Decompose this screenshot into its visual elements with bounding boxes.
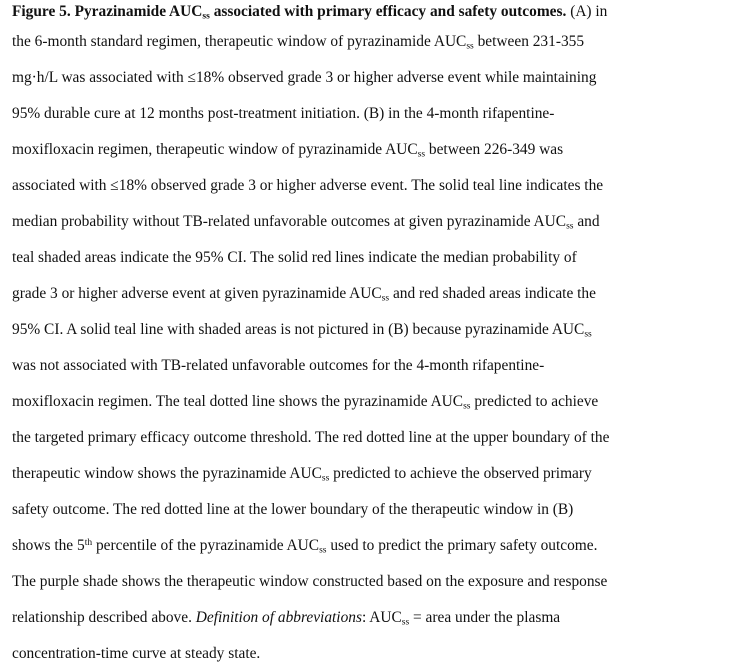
caption-line — [12, 456, 724, 492]
caption-text: 95% durable cure at 12 months post-treatment initiation. (B) in the 4-month rifapentine- — [12, 105, 555, 122]
caption-line — [12, 564, 724, 600]
caption-text: was not associated with TB-related unfavorable outcomes for the 4-month rifapentine- — [12, 357, 545, 374]
caption-line — [12, 312, 724, 348]
caption-line — [12, 528, 724, 564]
figure-title — [75, 3, 567, 20]
caption-line — [12, 348, 724, 384]
caption-text: between 226-349 was — [428, 141, 564, 158]
caption-line — [12, 276, 724, 312]
caption-line — [12, 132, 724, 168]
caption-text: the targeted primary efficacy outcome threshold. The red dotted line at the upper boundary of the — [12, 429, 610, 446]
caption-text: between 231-355 — [477, 33, 585, 50]
caption-text: used to predict the primary safety outcome. — [330, 537, 598, 554]
caption-text: the 6-month standard regimen, therapeutic window of pyrazinamide AUC — [12, 33, 467, 50]
caption-text: predicted to achieve — [474, 393, 599, 410]
caption-text: concentration-time curve at steady state. — [12, 645, 261, 662]
caption-text: shows the 5 — [12, 537, 85, 554]
caption-text: moxifloxacin regimen. The teal dotted line shows the pyrazinamide AUC — [12, 393, 464, 410]
caption-text: predicted to achieve the observed primary — [333, 465, 592, 482]
subscript: ss — [202, 10, 210, 22]
caption-text: relationship described above. — [12, 609, 192, 626]
caption-line — [12, 60, 724, 96]
figure-title-text: Pyrazinamide AUC — [74, 3, 203, 20]
superscript: th — [84, 536, 93, 548]
subscript: ss — [584, 328, 592, 340]
caption-text: associated with ≤18% observed grade 3 or higher adverse event. The solid teal line indicates the — [12, 177, 604, 194]
figure-title-text: associated with primary efficacy and safety outcomes. — [213, 3, 567, 20]
caption-text: = area under the plasma — [413, 609, 561, 626]
caption-text: mg·h/L was associated with ≤18% observed grade 3 or higher adverse event while maintaining — [12, 69, 597, 86]
caption-text: (A) in — [570, 3, 608, 20]
italic-term: Definition of abbreviations — [195, 609, 362, 626]
caption-line — [12, 636, 724, 672]
caption-line — [12, 240, 724, 276]
subscript: ss — [319, 544, 327, 556]
caption-text: and red shaded areas indicate the — [392, 285, 596, 302]
caption-text: moxifloxacin regimen, therapeutic window of pyrazinamide AUC — [12, 141, 418, 158]
subscript: ss — [566, 220, 574, 232]
caption-text: therapeutic window shows the pyrazinamide AUC — [12, 465, 322, 482]
caption-text: and — [577, 213, 600, 230]
subscript: ss — [401, 616, 410, 628]
caption-text: grade 3 or higher adverse event at given pyrazinamide AUC — [12, 285, 382, 302]
caption-line — [12, 24, 724, 60]
caption-line — [12, 600, 724, 636]
caption-text: teal shaded areas indicate the 95% CI. The solid red lines indicate the median probability of — [12, 249, 577, 266]
caption-text: percentile of the pyrazinamide AUC — [95, 537, 320, 554]
caption-line — [12, 0, 724, 24]
caption-line — [12, 384, 724, 420]
caption-line — [12, 492, 724, 528]
subscript: ss — [321, 472, 330, 484]
caption-text: The purple shade shows the therapeutic window constructed based on the exposure and response — [12, 573, 608, 590]
caption-text: median probability without TB-related unfavorable outcomes at given pyrazinamide AUC — [12, 213, 567, 230]
figure-caption — [12, 0, 724, 672]
subscript: ss — [466, 40, 474, 52]
figure-label: Figure 5. — [12, 3, 71, 20]
caption-text: : AUC — [361, 609, 402, 626]
caption-line — [12, 204, 724, 240]
subscript: ss — [417, 148, 426, 160]
caption-line — [12, 96, 724, 132]
subscript: ss — [381, 292, 390, 304]
subscript: ss — [463, 400, 471, 412]
caption-line — [12, 420, 724, 456]
caption-line — [12, 168, 724, 204]
caption-text: safety outcome. The red dotted line at the lower boundary of the therapeutic window in (B) — [12, 501, 574, 518]
caption-text: 95% CI. A solid teal line with shaded areas is not pictured in (B) because pyrazinamide AUC — [12, 321, 585, 338]
